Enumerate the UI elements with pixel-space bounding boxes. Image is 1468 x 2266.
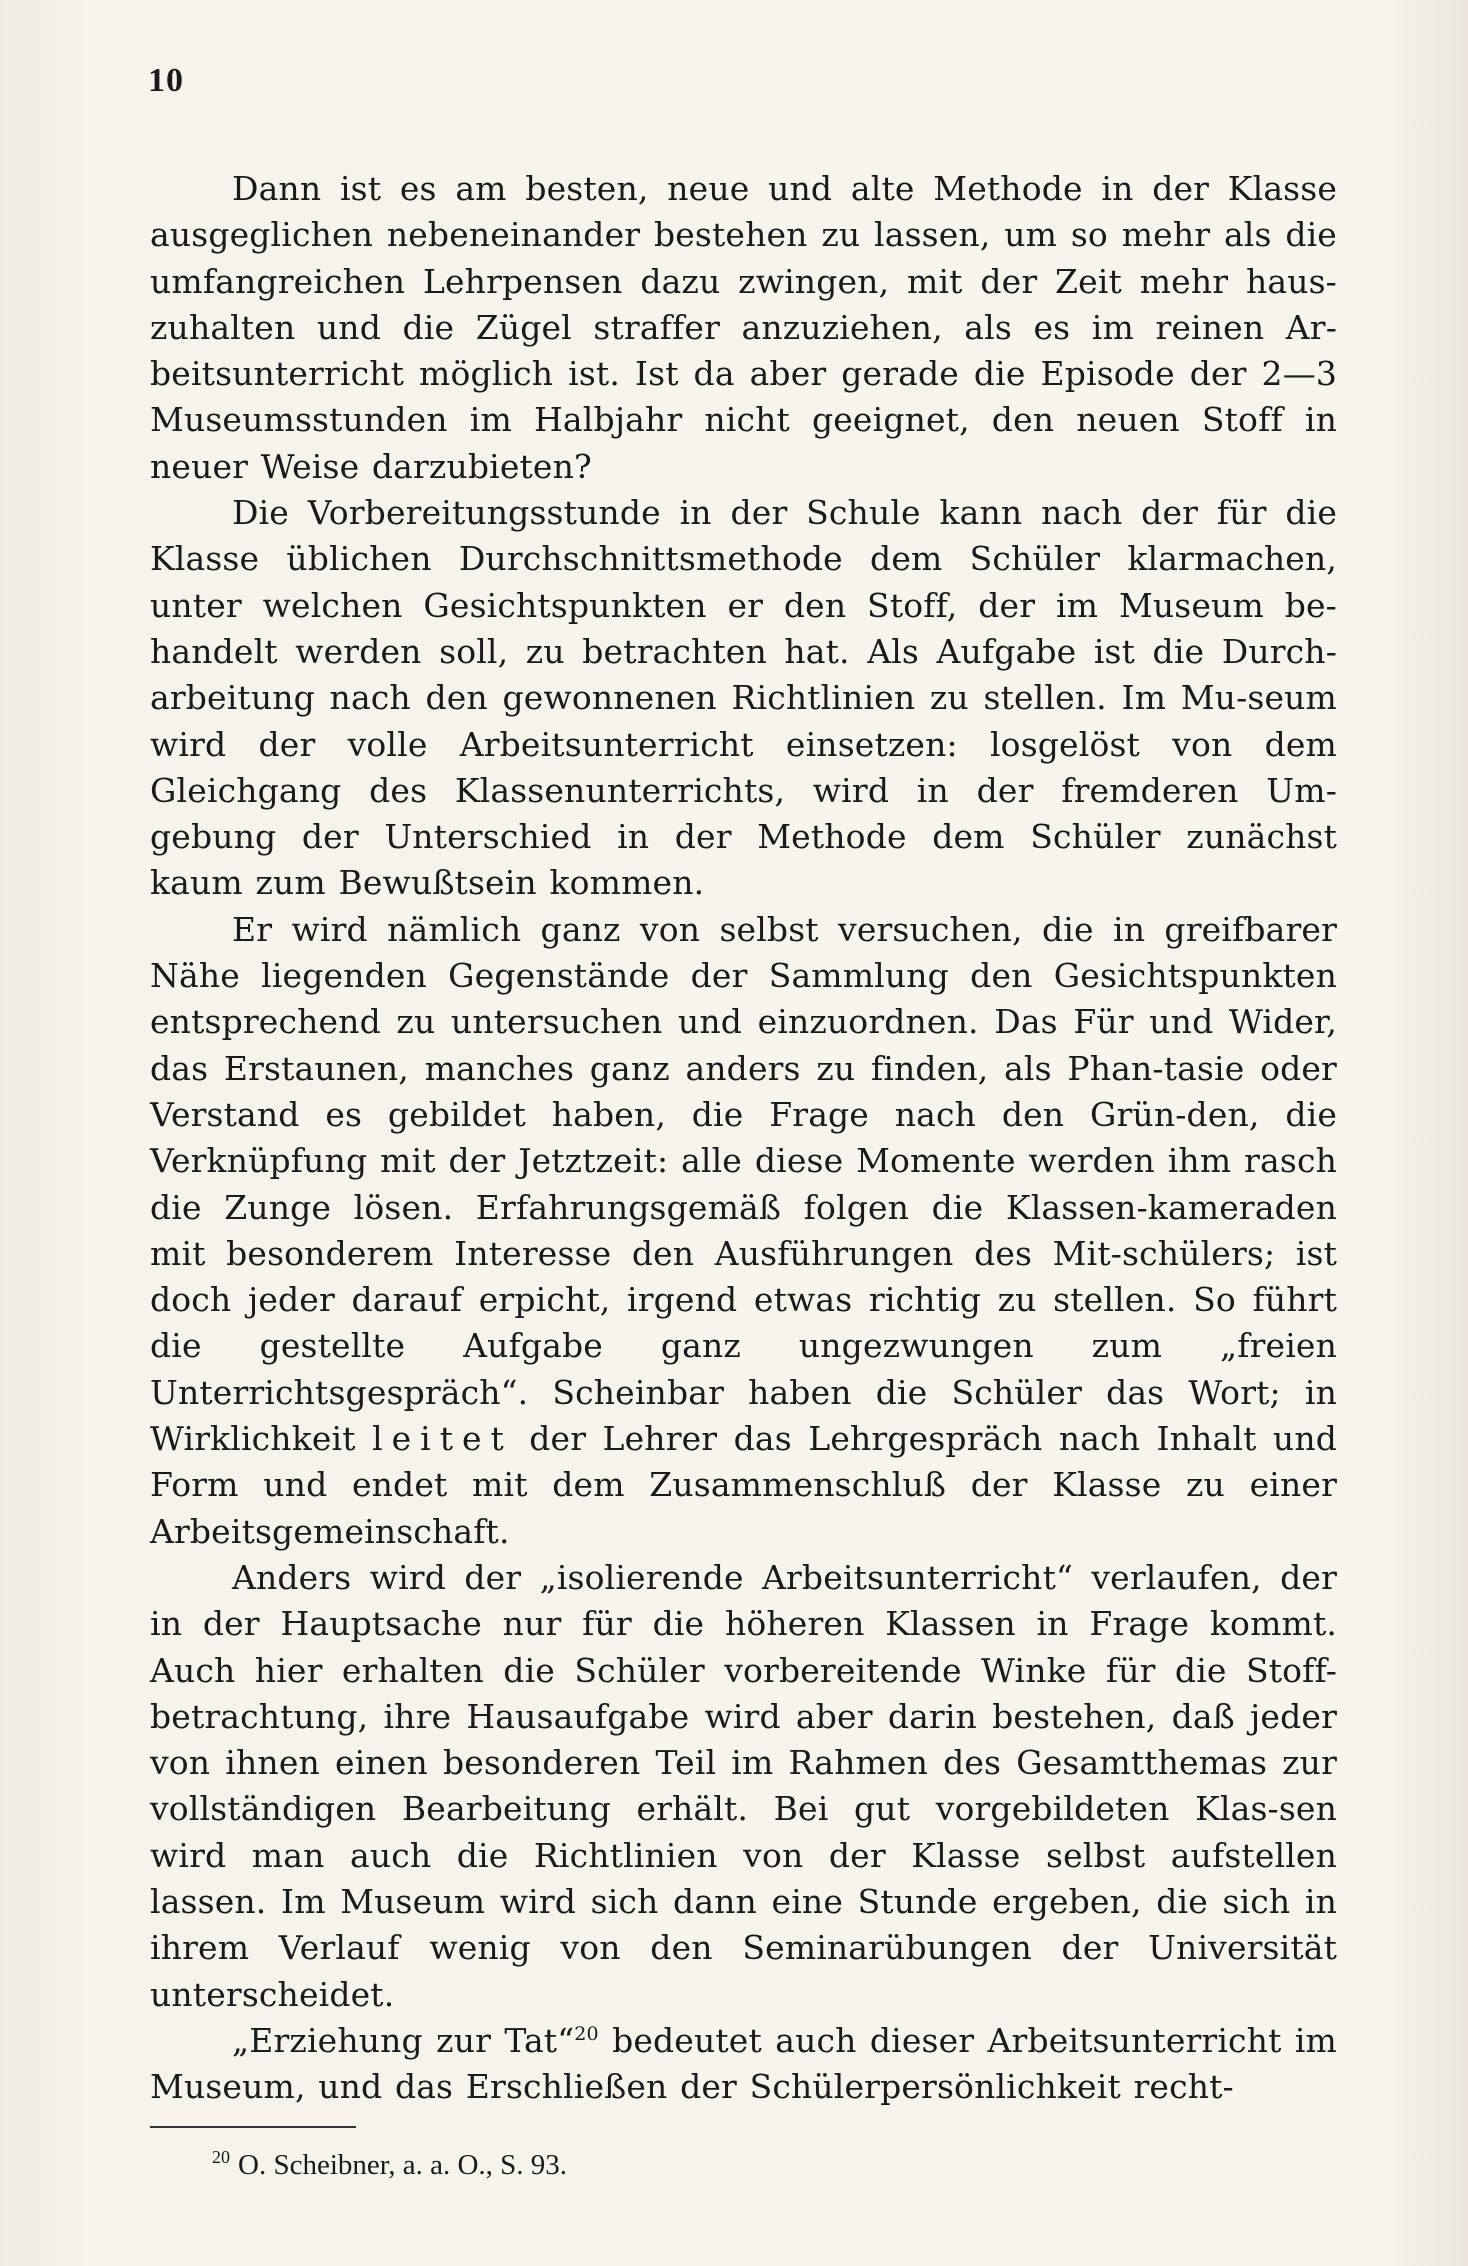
paragraph-3-text-a: Er wird nämlich ganz von selbst versuchen, die in greifbarer Nähe liegenden Gegenstände der Sammlung den Gesichtspunkten entsprechend zu untersuchen und einzuordnen. Das Für und Wider, das Erstaunen, manches ganz anders zu finden, als Phan-tasie oder Verstand es gebildet haben, die Frage nach den Grün-den, die Verknüpfung mit der Jetztzeit: alle diese Momente werden ihm rasch die Zunge lösen. Erfahrungsgemäß folgen die Klassen-kameraden mit besonderem Interesse den Ausführungen des Mit-schülers; ist doch jeder darauf erpicht, irgend etwas richtig zu stellen. So führt die gestellte Aufgabe ganz ungezwungen zum „freien Unterrichtsgespräch“. Scheinbar haben die Schüler das Wort; in Wirklichkeit (150, 909, 1337, 1459)
paragraph-3-text-b: der Lehrer das Lehrgespräch nach Inhalt und Form und endet mit dem Zusammenschluß der Klasse zu einer Arbeitsgemeinschaft. (150, 1419, 1338, 1551)
paragraph-1: Dann ist es am besten, neue und alte Methode in der Klasse ausgeglichen nebeneinander bestehen zu lassen, um so mehr als die umfangreichen Lehrpensen dazu zwingen, mit der Zeit mehr haus-zuhalten und die Zügel straffer anzuziehen, als es im reinen Ar-beitsunterricht möglich ist. Ist da aber gerade die Episode der 2—3 Museumsstunden im Halbjahr nicht geeignet, den neuen Stoff in neuer Weise darzubieten? (150, 169, 1337, 486)
footnote-reference-20[interactable]: 20 (574, 2022, 599, 2045)
paragraph-5-quote: „Erziehung zur Tat“ (232, 2020, 575, 2060)
paragraph-4: Anders wird der „isolierende Arbeitsunterricht“ verlaufen, der in der Hauptsache nur für die höheren Klassen in Frage kommt. Auch hier erhalten die Schüler vorbereitende Winke für die Stoff-betrachtung, ihre Hausaufgabe wird aber darin bestehen, daß jeder von ihnen einen besonderen Teil im Rahmen des Gesamtthemas zur vollständigen Bearbeitung erhält. Bei gut vorgebildeten Klas-sen wird man auch die Richtlinien von der Klasse selbst aufstellen lassen. Im Museum wird sich dann eine Stunde ergeben, die sich in ihrem Verlauf wenig von den Seminarübungen der Universität unterscheidet. (150, 1557, 1337, 2014)
page-number: 10 (148, 62, 184, 99)
paragraph-5 (150, 2018, 1337, 2111)
emphasized-word-leitet: leitet (372, 1419, 513, 1459)
body-text (150, 166, 1337, 2110)
paragraph-5-text: bedeutet auch dieser Arbeitsunterricht im Museum, und das Erschließen der Schülerpersönlichkeit recht- (150, 2020, 1337, 2107)
paragraph-2: Die Vorbereitungsstunde in der Schule kann nach der für die Klasse üblichen Durchschnittsmethode dem Schüler klarmachen, unter welchen Gesichtspunkten er den Stoff, der im Museum be-handelt werden soll, zu betrachten hat. Als Aufgabe ist die Durch-arbeitung nach den gewonnenen Richtlinien zu stellen. Im Mu-seum wird der volle Arbeitsunterricht einsetzen: losgelöst von dem Gleichgang des Klassenunterrichts, wird in der fremderen Um-gebung der Unterschied in der Methode dem Schüler zunächst kaum zum Bewußtsein kommen. (150, 493, 1337, 903)
footnote-20 (212, 2148, 567, 2182)
footnote-text: O. Scheibner, a. a. O., S. 93. (238, 2149, 568, 2181)
paragraph-3 (150, 907, 1337, 1555)
footnote-divider (150, 2126, 356, 2128)
footnote-mark: 20 (212, 2147, 230, 2168)
